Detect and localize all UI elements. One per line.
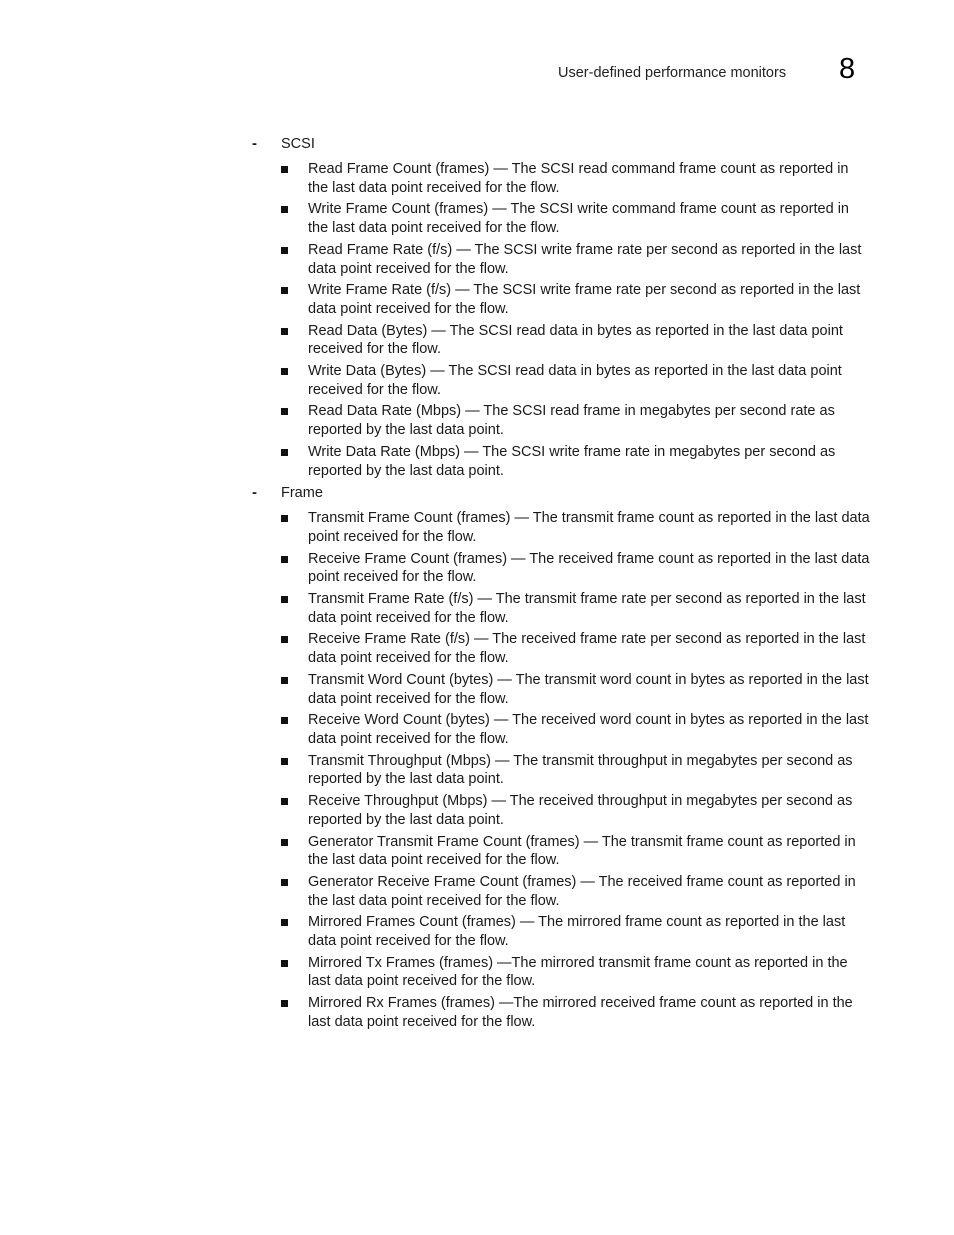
section-heading bbox=[0, 134, 954, 154]
list-item bbox=[0, 550, 954, 587]
list-item-text: Transmit Frame Rate (f/s) — The transmit frame rate per second as reported in the last data point received for the flow. bbox=[308, 591, 866, 626]
list-item-text: Read Data (Bytes) — The SCSI read data in bytes as reported in the last data point received for the flow. bbox=[308, 322, 843, 358]
list-item-text: Generator Receive Frame Count (frames) — The received frame count as reported in the last data point received for the flow. bbox=[308, 873, 856, 909]
list-item bbox=[0, 322, 954, 359]
list-item bbox=[0, 281, 954, 318]
list-item-text: Read Data Rate (Mbps) — The SCSI read frame in megabytes per second rate as reported by the last data point. bbox=[308, 403, 835, 439]
list-item bbox=[0, 752, 954, 789]
square-bullet-icon bbox=[281, 758, 288, 765]
list-item bbox=[0, 241, 954, 278]
list-item bbox=[0, 200, 954, 237]
square-bullet-icon bbox=[281, 247, 288, 254]
square-bullet-icon bbox=[281, 368, 288, 375]
list-item bbox=[0, 711, 954, 748]
list-item bbox=[0, 630, 954, 667]
list-item bbox=[0, 954, 954, 991]
list-item-text: Write Data Rate (Mbps) — The SCSI write frame rate in megabytes per second as reported by the last data point. bbox=[308, 443, 836, 479]
square-bullet-icon bbox=[281, 166, 288, 173]
list-item-text: Transmit Frame Count (frames) — The transmit frame count as reported in the last data point received for the flow. bbox=[308, 510, 870, 545]
list-item-text: Transmit Throughput (Mbps) — The transmit throughput in megabytes per second as reported by the last data point. bbox=[308, 752, 853, 788]
list-item-text: Mirrored Rx Frames (frames) —The mirrored received frame count as reported in the last data point received for the flow. bbox=[308, 995, 853, 1030]
square-bullet-icon bbox=[281, 556, 288, 563]
list-item-text: Write Data (Bytes) — The SCSI read data in bytes as reported in the last data point received for the flow. bbox=[308, 363, 842, 398]
page-header bbox=[0, 55, 954, 91]
square-bullet-icon bbox=[281, 596, 288, 603]
list-item bbox=[0, 402, 954, 439]
list-item-text: Write Frame Rate (f/s) — The SCSI write frame rate per second as reported in the last data point received for the flow. bbox=[308, 282, 861, 317]
list-item-text: Transmit Word Count (bytes) — The transmit word count in bytes as reported in the last data point received for the flow. bbox=[308, 671, 869, 707]
square-bullet-icon bbox=[281, 879, 288, 886]
square-bullet-icon bbox=[281, 798, 288, 805]
square-bullet-icon bbox=[281, 677, 288, 684]
list-item bbox=[0, 913, 954, 950]
list-item-text: Receive Throughput (Mbps) — The received throughput in megabytes per second as reported by the last data point. bbox=[308, 793, 853, 828]
square-bullet-icon bbox=[281, 287, 288, 294]
list-item-text: Read Frame Count (frames) — The SCSI read command frame count as reported in the last data point received for the flow. bbox=[308, 161, 849, 196]
square-bullet-icon bbox=[281, 449, 288, 456]
dash-marker: - bbox=[252, 135, 257, 152]
list-item bbox=[0, 590, 954, 627]
list-item bbox=[0, 160, 954, 197]
list-item bbox=[0, 873, 954, 910]
list-item bbox=[0, 362, 954, 399]
chapter-number: 8 bbox=[839, 53, 856, 85]
square-bullet-icon bbox=[281, 636, 288, 643]
document-body bbox=[0, 134, 954, 1035]
list-item-text: Mirrored Frames Count (frames) — The mirrored frame count as reported in the last data point received for the flow. bbox=[308, 914, 846, 950]
list-item-text: Receive Frame Rate (f/s) — The received frame rate per second as reported in the last data point received for the flow. bbox=[308, 631, 866, 667]
section-label: SCSI bbox=[281, 136, 315, 152]
list-item bbox=[0, 509, 954, 546]
list-item bbox=[0, 994, 954, 1031]
square-bullet-icon bbox=[281, 408, 288, 415]
square-bullet-icon bbox=[281, 960, 288, 967]
list-item bbox=[0, 833, 954, 870]
list-item-text: Mirrored Tx Frames (frames) —The mirrored transmit frame count as reported in the last data point received for the flow. bbox=[308, 954, 848, 990]
dash-marker: - bbox=[252, 484, 257, 502]
square-bullet-icon bbox=[281, 1000, 288, 1007]
running-header-title: User-defined performance monitors bbox=[558, 65, 787, 81]
list-item-text: Generator Transmit Frame Count (frames) — The transmit frame count as reported in the last data point received for the flow. bbox=[308, 833, 856, 869]
list-item-text: Receive Frame Count (frames) — The received frame count as reported in the last data point received for the flow. bbox=[308, 550, 870, 586]
section-heading bbox=[0, 483, 954, 503]
square-bullet-icon bbox=[281, 919, 288, 926]
section-frame bbox=[0, 483, 954, 1031]
section-scsi bbox=[0, 134, 954, 480]
list-item-text: Read Frame Rate (f/s) — The SCSI write frame rate per second as reported in the last data point received for the flow. bbox=[308, 241, 862, 277]
list-item bbox=[0, 792, 954, 829]
list-item bbox=[0, 443, 954, 480]
list-item-text: Receive Word Count (bytes) — The received word count in bytes as reported in the last data point received for the flow. bbox=[308, 712, 869, 747]
square-bullet-icon bbox=[281, 328, 288, 335]
square-bullet-icon bbox=[281, 206, 288, 213]
square-bullet-icon bbox=[281, 717, 288, 724]
list-item-text: Write Frame Count (frames) — The SCSI write command frame count as reported in the last data point received for the flow. bbox=[308, 201, 849, 237]
square-bullet-icon bbox=[281, 515, 288, 522]
section-label: Frame bbox=[281, 485, 323, 502]
list-item bbox=[0, 671, 954, 708]
square-bullet-icon bbox=[281, 839, 288, 846]
